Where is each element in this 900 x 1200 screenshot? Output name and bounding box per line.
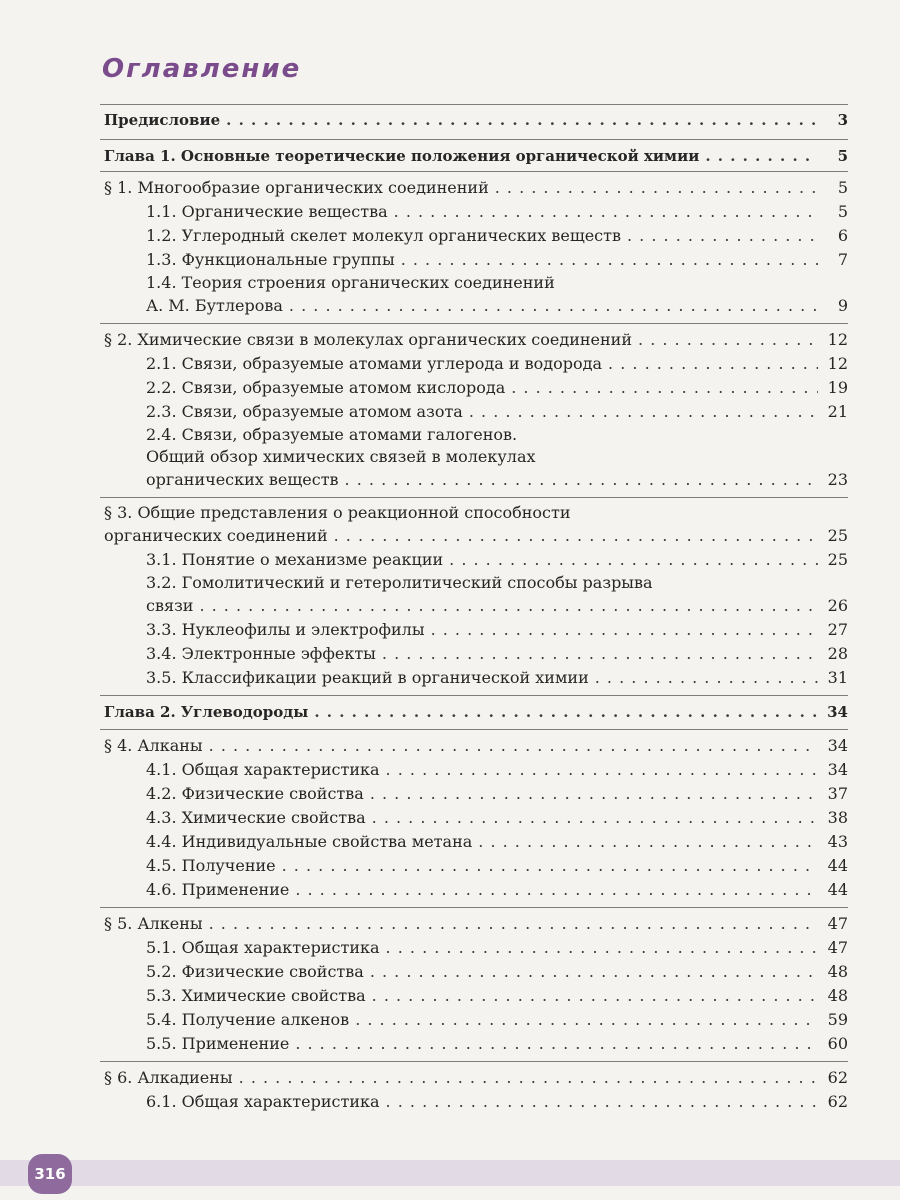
dot-leader — [372, 808, 818, 828]
toc-entry-page: 12 — [827, 354, 848, 373]
dot-leader — [370, 962, 818, 982]
toc-entry-page: 47 — [827, 938, 848, 957]
toc-entry-chapter-1[interactable] — [104, 146, 848, 166]
toc-entry-page: 43 — [827, 832, 848, 851]
toc-entry-page: 19 — [827, 378, 848, 397]
toc-entry-page: 25 — [827, 526, 848, 545]
toc-entry-page: 62 — [827, 1092, 848, 1111]
toc-entry-page: 31 — [827, 668, 848, 687]
toc-entry-4-6[interactable] — [146, 880, 848, 900]
dot-leader — [511, 378, 818, 398]
toc-entry-title: Глава 1. Основные теоретические положения органической химии — [104, 147, 700, 165]
dot-leader — [345, 470, 818, 490]
toc-entry-title: § 2. Химические связи в молекулах органических соединений — [104, 330, 633, 349]
toc-entry-section-2[interactable] — [104, 330, 848, 350]
toc-entry-page: 25 — [827, 550, 848, 569]
toc-entry-4-2[interactable] — [146, 784, 848, 804]
toc-entry-4-3[interactable] — [146, 808, 848, 828]
toc-entry-4-1[interactable] — [146, 760, 848, 780]
toc-entry-page: 34 — [827, 703, 848, 721]
toc-entry-title: 5.5. Применение — [146, 1034, 290, 1053]
toc-entry-title: 4.4. Индивидуальные свойства метана — [146, 832, 473, 851]
divider — [100, 729, 848, 730]
divider — [100, 497, 848, 498]
toc-entry-page: 9 — [837, 296, 848, 315]
toc-entry-4-5[interactable] — [146, 856, 848, 876]
toc-entry-page: 59 — [827, 1010, 848, 1029]
toc-entry-2-4-line-2: Общий обзор химических связей в молекулах — [146, 447, 536, 466]
divider — [100, 323, 848, 324]
dot-leader — [289, 296, 818, 316]
toc-entry-1-3[interactable] — [146, 250, 848, 270]
dot-leader — [495, 178, 818, 198]
toc-entry-page: 26 — [827, 596, 848, 615]
toc-entry-page: 44 — [827, 856, 848, 875]
dot-leader — [239, 1068, 818, 1088]
toc-entry-page: 28 — [827, 644, 848, 663]
toc-entry-page: 48 — [827, 986, 848, 1005]
toc-entry-section-4[interactable] — [104, 736, 848, 756]
toc-entry-2-2[interactable] — [146, 378, 848, 398]
toc-entry-title: 4.6. Применение — [146, 880, 290, 899]
toc-entry-title: Глава 2. Углеводороды — [104, 703, 309, 721]
dot-leader — [431, 620, 818, 640]
toc-entry-title: 2.2. Связи, образуемые атомом кислорода — [146, 378, 506, 397]
dot-leader — [386, 760, 818, 780]
toc-entry-title: 3.4. Электронные эффекты — [146, 644, 376, 663]
dot-leader — [199, 596, 818, 616]
toc-entry-page: 34 — [827, 760, 848, 779]
dot-leader — [209, 914, 818, 934]
toc-entry-3-2[interactable] — [146, 596, 848, 616]
toc-entry-title: 4.1. Общая характеристика — [146, 760, 380, 779]
toc-entry-page: 38 — [827, 808, 848, 827]
toc-entry-title: 4.2. Физические свойства — [146, 784, 364, 803]
toc-entry-page: 5 — [837, 202, 848, 221]
dot-leader — [314, 702, 818, 722]
toc-entry-6-1[interactable] — [146, 1092, 848, 1112]
divider — [100, 171, 848, 172]
toc-entry-section-6[interactable] — [104, 1068, 848, 1088]
toc-entry-5-2[interactable] — [146, 962, 848, 982]
toc-entry-title: § 6. Алкадиены — [104, 1068, 233, 1087]
toc-entry-title: 3.1. Понятие о механизме реакции — [146, 550, 444, 569]
divider — [100, 907, 848, 908]
toc-entry-section-1[interactable] — [104, 178, 848, 198]
divider — [100, 104, 848, 105]
dot-leader — [372, 986, 818, 1006]
toc-entry-page: 6 — [837, 226, 848, 245]
dot-leader — [370, 784, 818, 804]
toc-entry-5-5[interactable] — [146, 1034, 848, 1054]
toc-entry-3-1[interactable] — [146, 550, 848, 570]
dot-leader — [282, 856, 818, 876]
dot-leader — [382, 644, 818, 664]
dot-leader — [627, 226, 818, 246]
toc-entry-4-4[interactable] — [146, 832, 848, 852]
toc-entry-page: 5 — [837, 147, 848, 165]
toc-entry-1-1[interactable] — [146, 202, 848, 222]
toc-entry-page: 34 — [827, 736, 848, 755]
toc-entry-title: 4.5. Получение — [146, 856, 276, 875]
toc-entry-title: А. М. Бутлерова — [146, 296, 283, 315]
toc-entry-title: § 5. Алкены — [104, 914, 203, 933]
toc-entry-2-4-line-1: 2.4. Связи, образуемые атомами галогенов. — [146, 425, 518, 444]
toc-entry-title: 1.1. Органические вещества — [146, 202, 388, 221]
toc-entry-page: 12 — [827, 330, 848, 349]
dot-leader — [705, 146, 818, 166]
toc-entry-1-2[interactable] — [146, 226, 848, 246]
divider — [100, 139, 848, 140]
dot-leader — [386, 938, 818, 958]
toc-entry-3-5[interactable] — [146, 668, 848, 688]
toc-entry-title: органических веществ — [146, 470, 339, 489]
toc-entry-title: органических соединений — [104, 526, 328, 545]
toc-entry-section-3[interactable] — [104, 526, 848, 546]
divider — [100, 1061, 848, 1062]
toc-entry-page: 47 — [827, 914, 848, 933]
toc-entry-page: 60 — [827, 1034, 848, 1053]
dot-leader — [638, 330, 818, 350]
toc-entry-page: 48 — [827, 962, 848, 981]
toc-entry-page: 37 — [827, 784, 848, 803]
toc-entry-page: 27 — [827, 620, 848, 639]
toc-entry-1-4[interactable] — [146, 296, 848, 316]
dot-leader — [401, 250, 818, 270]
toc-entry-title: 3.5. Классификации реакций в органической химии — [146, 668, 589, 687]
toc-entry-1-4-line-1: 1.4. Теория строения органических соединений — [146, 273, 555, 292]
toc-entry-5-1[interactable] — [146, 938, 848, 958]
toc-entry-title: 2.1. Связи, образуемые атомами углерода и водорода — [146, 354, 603, 373]
toc-entry-title: 1.3. Функциональные группы — [146, 250, 395, 269]
toc-entry-title: Предисловие — [104, 111, 221, 129]
toc-entry-title: 4.3. Химические свойства — [146, 808, 366, 827]
dot-leader — [449, 550, 818, 570]
dot-leader — [469, 402, 818, 422]
toc-entry-title: 6.1. Общая характеристика — [146, 1092, 380, 1111]
toc-entry-section-5[interactable] — [104, 914, 848, 934]
dot-leader — [394, 202, 818, 222]
page-number-badge: 316 — [28, 1154, 72, 1194]
toc-title: Оглавление — [102, 54, 302, 84]
toc-entry-2-3[interactable] — [146, 402, 848, 422]
dot-leader — [355, 1010, 818, 1030]
toc-entry-title: § 1. Многообразие органических соединений — [104, 178, 489, 197]
dot-leader — [478, 832, 818, 852]
toc-entry-page: 7 — [837, 250, 848, 269]
toc-entry-5-3[interactable] — [146, 986, 848, 1006]
dot-leader — [209, 736, 818, 756]
toc-entry-preface[interactable] — [104, 110, 848, 130]
dot-leader — [226, 110, 818, 130]
toc-entry-5-4[interactable] — [146, 1010, 848, 1030]
dot-leader — [295, 1034, 818, 1054]
dot-leader — [334, 526, 818, 546]
toc-entry-page: 21 — [827, 402, 848, 421]
toc-entry-title: 5.3. Химические свойства — [146, 986, 366, 1005]
toc-entry-page: 23 — [827, 470, 848, 489]
dot-leader — [595, 668, 818, 688]
toc-entry-page: 3 — [837, 111, 848, 129]
dot-leader — [295, 880, 818, 900]
toc-entry-title: связи — [146, 596, 194, 615]
dot-leader — [386, 1092, 818, 1112]
toc-entry-title: 5.2. Физические свойства — [146, 962, 364, 981]
toc-entry-page: 5 — [837, 178, 848, 197]
toc-entry-chapter-2[interactable] — [104, 702, 848, 722]
toc-entry-page: 62 — [827, 1068, 848, 1087]
toc-entry-title: 5.4. Получение алкенов — [146, 1010, 350, 1029]
toc-entry-3-3[interactable] — [146, 620, 848, 640]
toc-entry-2-4[interactable] — [146, 470, 848, 490]
toc-entry-title: 3.3. Нуклеофилы и электрофилы — [146, 620, 425, 639]
footer-band — [0, 1160, 900, 1186]
toc-entry-3-2-line-1: 3.2. Гомолитический и гетеролитический способы разрыва — [146, 573, 653, 592]
toc-entry-2-1[interactable] — [146, 354, 848, 374]
toc-entry-title: 2.3. Связи, образуемые атомом азота — [146, 402, 463, 421]
toc-entry-page: 44 — [827, 880, 848, 899]
dot-leader — [608, 354, 818, 374]
toc-entry-title: 5.1. Общая характеристика — [146, 938, 380, 957]
toc-entry-3-4[interactable] — [146, 644, 848, 664]
toc-entry-title: § 4. Алканы — [104, 736, 203, 755]
divider — [100, 695, 848, 696]
toc-entry-title: 1.2. Углеродный скелет молекул органических веществ — [146, 226, 621, 245]
toc-entry-section-3-line-1: § 3. Общие представления о реакционной способности — [104, 503, 571, 522]
